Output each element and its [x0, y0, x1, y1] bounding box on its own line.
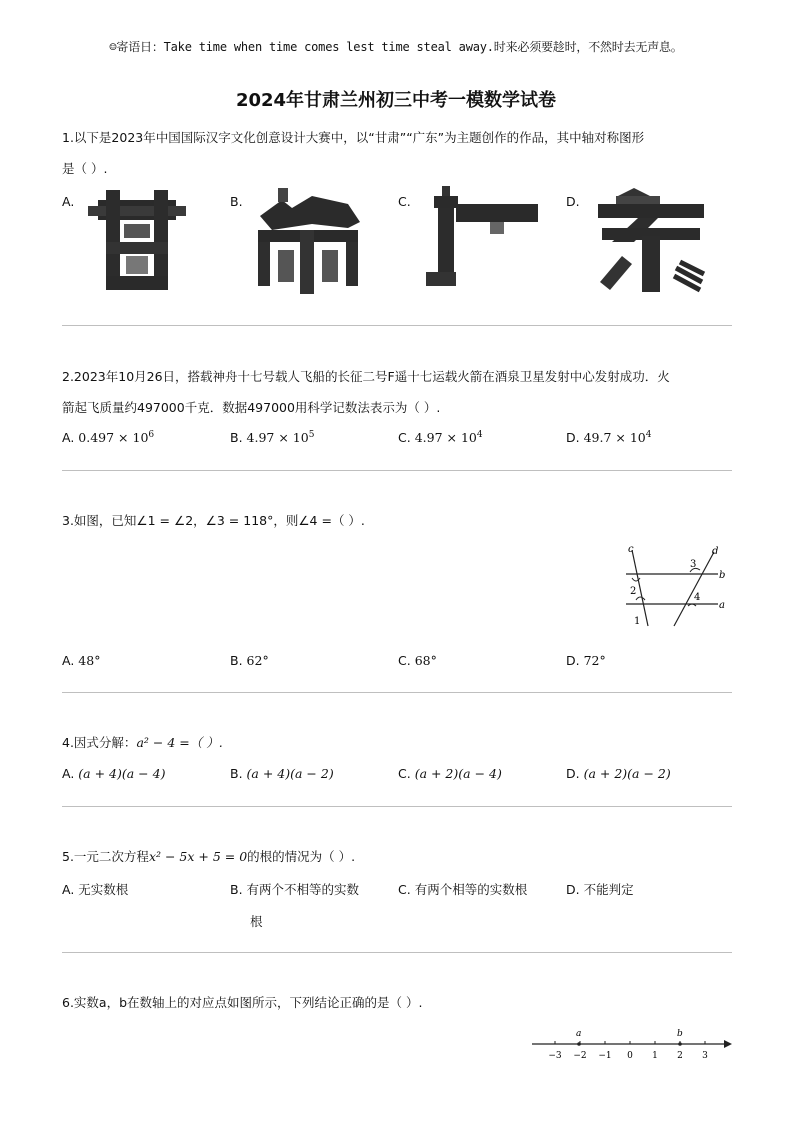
- su-artwork-icon: [252, 186, 364, 294]
- q4-option-a: [62, 766, 165, 781]
- axis-tick-label: −1: [598, 1051, 612, 1061]
- axis-tick-label: −3: [548, 1051, 562, 1061]
- motto: ☺寄语日：Take time when time comes lest time steal away.时来必须要趁时，不然时去无声息。: [109, 40, 683, 54]
- q4-option-a-text: (a + 4)(a − 4): [78, 766, 166, 781]
- q4-option-a-label: A.: [62, 766, 75, 781]
- point-a: [577, 1042, 581, 1046]
- point-a-label: a: [576, 1029, 582, 1039]
- q4-expression: a² − 4 =（ ）.: [136, 735, 223, 750]
- q3-option-b-text: 62°: [246, 653, 269, 668]
- q1-text-line1: 1.以下是2023年中国国际汉字文化创意设计大赛中，以“甘肃”“广东”为主题创作的作品，其中轴对称图形: [62, 130, 645, 145]
- label-angle-3: 3: [690, 559, 697, 570]
- q5-option-d: [566, 880, 634, 898]
- q3-option-a-text: 48°: [78, 653, 101, 668]
- q5-prefix: 5.一元二次方程: [62, 849, 149, 864]
- q5-option-c-label: C.: [398, 882, 411, 897]
- q5-option-b-label: B.: [230, 882, 243, 897]
- q2-option-a-mantissa: 0.497 × 10: [78, 430, 149, 446]
- q5-option-a-label: A.: [62, 882, 75, 897]
- parallel-lines-figure: [618, 542, 734, 628]
- q2-option-c-label: C.: [398, 430, 411, 446]
- q3-figure: [618, 542, 734, 632]
- q4-option-d-text: (a + 2)(a − 2): [583, 766, 671, 781]
- point-b: [678, 1042, 682, 1046]
- q3-option-c-text: 68°: [414, 653, 437, 668]
- q1-option-d-label: D.: [566, 194, 580, 209]
- q5-text: [62, 842, 355, 872]
- q2-text-line1: 2.2023年10月26日，搭载神舟十七号载人飞船的长征二号F遥十七运载火箭在酒泉卫星发射中心发射成功．火: [62, 369, 670, 384]
- q2-option-a-label: A.: [62, 430, 75, 446]
- axis-tick-label: 1: [652, 1051, 658, 1061]
- q2-option-d-mantissa: 49.7 × 10: [583, 430, 646, 446]
- q3-option-c: [398, 653, 437, 668]
- axis-tick-label: 0: [627, 1051, 633, 1061]
- divider: [62, 325, 732, 326]
- q2-text-line2: 箭起飞质量约497000千克．数据497000用科学记数法表示为（ ）.: [62, 400, 441, 415]
- q1-option-c-image: [420, 186, 550, 296]
- angle-1-arc: [636, 597, 645, 600]
- q4-option-b: [230, 766, 334, 781]
- q2-option-b: [230, 430, 314, 445]
- q1-option-a-image: [84, 190, 214, 300]
- q5-equation: x² − 5x + 5 = 0: [148, 849, 248, 864]
- q2-option-a-exponent: 6: [148, 430, 155, 440]
- q3-option-c-label: C.: [398, 653, 411, 668]
- q2-option-c-exponent: 4: [476, 430, 483, 440]
- label-angle-4: 4: [694, 592, 701, 603]
- point-b-label: b: [677, 1029, 683, 1039]
- q1-option-c-label: C.: [398, 194, 411, 209]
- q2-option-d: [566, 430, 652, 445]
- q4-option-d: [566, 766, 671, 781]
- q4-text: [62, 728, 223, 758]
- q4-option-c-label: C.: [398, 766, 411, 781]
- q5-option-d-text: 不能判定: [583, 882, 634, 897]
- axis-arrow-icon: [724, 1040, 732, 1048]
- q2-option-b-mantissa: 4.97 × 10: [246, 430, 309, 446]
- divider: [62, 692, 732, 693]
- q2-option-c-mantissa: 4.97 × 10: [414, 430, 477, 446]
- q4-option-c-text: (a + 2)(a − 4): [414, 766, 502, 781]
- q5-option-d-label: D.: [566, 882, 580, 897]
- q2-option-b-label: B.: [230, 430, 243, 446]
- q4-option-b-label: B.: [230, 766, 243, 781]
- divider: [62, 470, 732, 471]
- q6-text-line1: 6.实数a，b在数轴上的对应点如图所示，下列结论正确的是（ ）.: [62, 995, 423, 1010]
- page-title: 2024年甘肃兰州初三中考一模数学试卷: [235, 90, 557, 111]
- q2-option-b-exponent: 5: [308, 430, 315, 440]
- q2-option-c: [398, 430, 483, 445]
- axis-tick-label: 2: [677, 1051, 683, 1061]
- axis-tick-label: 3: [702, 1051, 708, 1061]
- q5-option-b-continued: 根: [250, 914, 263, 929]
- label-angle-2: 2: [630, 586, 637, 597]
- q1-option-a-label: A.: [62, 194, 75, 209]
- q2-option-d-exponent: 4: [645, 430, 652, 440]
- divider: [62, 952, 732, 953]
- q5-option-c-text: 有两个相等的实数根: [414, 882, 528, 897]
- gan-artwork-icon: [84, 190, 190, 294]
- q1-option-d-image: [594, 186, 724, 296]
- q5-option-a: [62, 880, 128, 898]
- number-line-figure: [528, 1024, 734, 1064]
- q3-option-a: [62, 653, 100, 668]
- q5-option-b-text: 有两个不相等的实数: [246, 882, 360, 897]
- q4-prefix: 4.因式分解：: [62, 735, 137, 750]
- q1-text-line2: 是（ ）.: [62, 161, 108, 176]
- q2-option-d-label: D.: [566, 430, 580, 446]
- q4-option-b-text: (a + 4)(a − 2): [246, 766, 334, 781]
- q3-text-line1: 3.如图，已知∠1 = ∠2，∠3 = 118°，则∠4 =（ ）.: [62, 513, 365, 528]
- q5-option-a-text: 无实数根: [78, 882, 129, 897]
- q4-option-c: [398, 766, 502, 781]
- q5-suffix: 的根的情况为（ ）.: [247, 849, 356, 864]
- divider: [62, 806, 732, 807]
- label-c: c: [628, 544, 634, 555]
- q1-option-b-image: [252, 186, 382, 296]
- q3-option-a-label: A.: [62, 653, 75, 668]
- dong-artwork-icon: [594, 186, 708, 294]
- q6-number-line: [528, 1024, 734, 1068]
- q5-option-b: [230, 880, 390, 898]
- q3-option-d-text: 72°: [583, 653, 606, 668]
- label-b: b: [719, 570, 726, 581]
- q3-option-d: [566, 653, 606, 668]
- label-d: d: [712, 546, 719, 557]
- q3-option-b-label: B.: [230, 653, 243, 668]
- q5-option-c: [398, 880, 527, 898]
- q1-option-b-label: B.: [230, 194, 243, 209]
- axis-tick-label: −2: [573, 1051, 587, 1061]
- label-angle-1: 1: [634, 616, 641, 627]
- q3-option-d-label: D.: [566, 653, 580, 668]
- q4-option-d-label: D.: [566, 766, 580, 781]
- q3-option-b: [230, 653, 269, 668]
- guang-artwork-icon: [420, 186, 542, 288]
- q2-option-a: [62, 430, 154, 445]
- label-a: a: [719, 600, 725, 611]
